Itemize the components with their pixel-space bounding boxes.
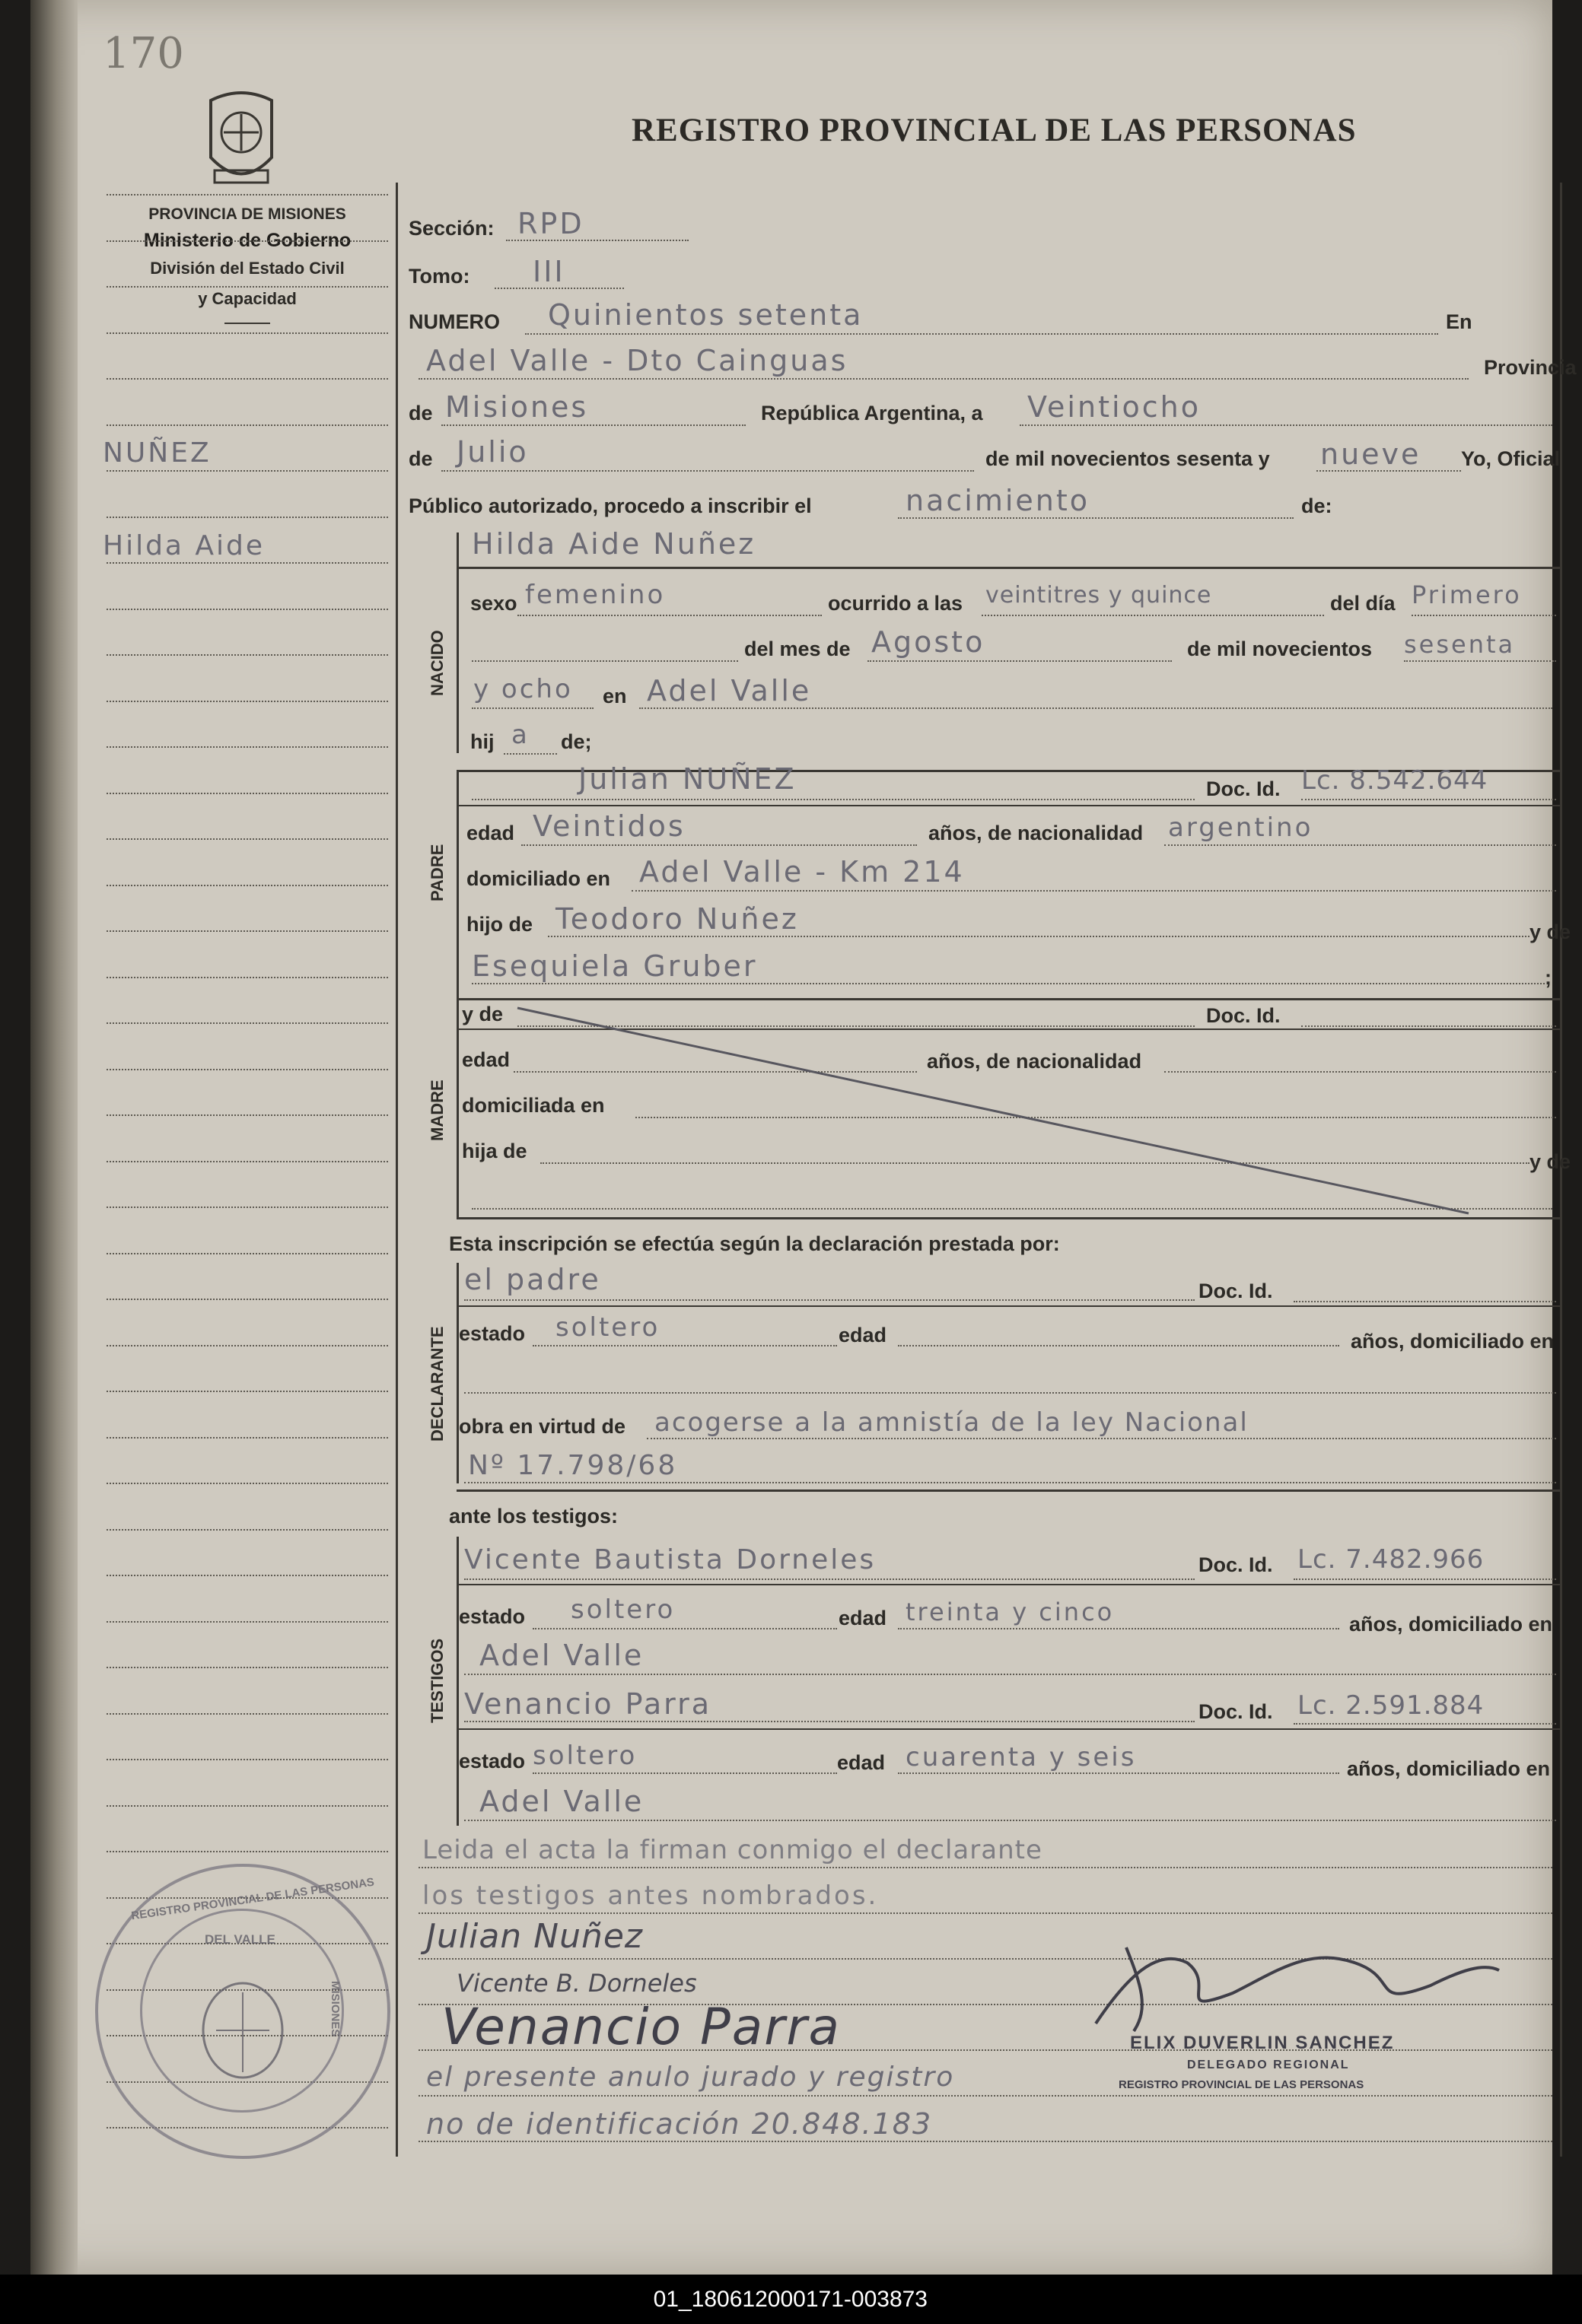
madre-divider <box>457 998 459 1219</box>
madre-edad-label: edad <box>462 1048 511 1071</box>
numero-label: NUMERO <box>409 310 500 333</box>
margin-rule <box>107 562 388 564</box>
day-value: Veintiocho <box>1027 390 1201 424</box>
anio1-value: sesenta <box>1404 630 1516 659</box>
padre-name: Julian NUÑEZ <box>578 762 797 796</box>
t2-edad-label: edad <box>837 1751 886 1774</box>
padre-edad: Veintidos <box>533 809 686 843</box>
declarante-obra1: acogerse a la amnistía de la ley Nacional <box>654 1407 1249 1438</box>
hij-label: hij <box>470 730 495 753</box>
mes-prefix-line <box>472 660 738 662</box>
officer-signature-scribble <box>1081 1917 1507 2046</box>
margin-rule <box>107 194 388 196</box>
officer-name: ELIX DUVERLIN SANCHEZ <box>1130 2033 1395 2053</box>
stamp-emblem <box>186 1973 300 2087</box>
seccion-label: Sección: <box>409 217 495 240</box>
margin-rule <box>107 1114 388 1116</box>
de-label-2: de <box>409 447 433 470</box>
nacido-name: Hilda Aide Nuñez <box>472 527 756 561</box>
padre-name-rule <box>457 805 1560 806</box>
provincia-label: Provincia <box>1484 356 1577 379</box>
declarante-name-line <box>464 1299 1195 1301</box>
nacido-name-line <box>457 567 1560 569</box>
lugar-value: Adel Valle <box>647 674 812 707</box>
province-value: Misiones <box>445 390 589 424</box>
hij-de-label: de; <box>561 730 592 753</box>
t1-name-line <box>464 1578 1195 1580</box>
declarante-obra2-line <box>464 1482 1556 1483</box>
mil-novecientos-label: de mil novecientos <box>1187 637 1373 660</box>
declarante-estado-label: estado <box>459 1322 526 1345</box>
t2-name-line <box>464 1721 1195 1722</box>
scan-footer <box>0 2275 1582 2324</box>
margin-rule <box>107 424 388 426</box>
padre-doc-label: Doc. Id. <box>1206 777 1281 800</box>
declarante-divider <box>457 1263 459 1483</box>
margin-surname: NUÑEZ <box>103 437 212 469</box>
margin-rule <box>107 1483 388 1484</box>
frame-left-border <box>396 183 398 2157</box>
padre-divider <box>457 770 459 998</box>
margin-rule <box>107 1391 388 1392</box>
t2-dom: Adel Valle <box>479 1785 645 1818</box>
padre-name-line <box>472 799 1195 800</box>
tomo-label: Tomo: <box>409 265 470 288</box>
madre-hija-label: hija de <box>462 1140 527 1162</box>
declarante-anios-dom: años, domiciliado en <box>1351 1330 1555 1353</box>
declarante-obra-line <box>647 1438 1556 1439</box>
margin-rule <box>107 1529 388 1531</box>
padre-semicolon: ; <box>1545 966 1552 989</box>
margin-rule <box>107 378 388 380</box>
padre-nac-line <box>1164 844 1556 846</box>
signature-vicente: Vicente B. Dorneles <box>457 1969 697 1998</box>
declarante-doc-label: Doc. Id. <box>1198 1280 1273 1302</box>
madre-y-de2-label: y de <box>1529 1150 1571 1173</box>
act-type-line <box>898 517 1294 519</box>
margin-rule <box>107 517 388 518</box>
note-rule-1 <box>419 2095 1552 2097</box>
margin-rule <box>107 746 388 748</box>
province-line <box>441 424 746 426</box>
mes-value: Agosto <box>871 625 985 659</box>
declarante-estado: soltero <box>555 1312 660 1343</box>
signature-venancio: Venancio Parra <box>441 1998 841 2056</box>
sexo-line <box>517 615 822 616</box>
anio2-line <box>472 707 594 709</box>
declarante-edad-line <box>898 1345 1339 1346</box>
t2-edad: cuarenta y seis <box>906 1742 1137 1772</box>
note-rule-2 <box>419 2141 1552 2142</box>
margin-rule <box>107 609 388 610</box>
declarante-edad-label: edad <box>839 1324 887 1346</box>
month-value: Julio <box>457 435 529 469</box>
padre-hijo-label: hijo de <box>466 913 533 936</box>
anio2-value: y ocho <box>473 674 573 704</box>
padre-madre-de: Esequiela Gruber <box>472 949 758 983</box>
padre-domicilio: Adel Valle - Km 214 <box>639 855 965 889</box>
org-underline <box>224 323 270 324</box>
margin-rule <box>107 1759 388 1760</box>
t2-name: Venancio Parra <box>464 1687 712 1721</box>
book-binding <box>30 0 78 2275</box>
margin-rule <box>107 1161 388 1162</box>
act-type-value: nacimiento <box>906 484 1090 517</box>
republica-label: República Argentina, a <box>761 402 983 424</box>
t1-anios-dom: años, domiciliado en <box>1349 1613 1553 1636</box>
de-label: de <box>409 402 433 424</box>
padre-bottom-line <box>457 998 1560 1000</box>
padre-nacionalidad: argentino <box>1168 812 1313 843</box>
closing-line1: Leida el acta la firman conmigo el declarante <box>422 1835 1042 1865</box>
padre-nac-label: años, de nacionalidad <box>928 822 1144 844</box>
officer-title1: DELEGADO REGIONAL <box>1187 2059 1350 2071</box>
t1-doc-label: Doc. Id. <box>1198 1553 1273 1576</box>
t1-dom: Adel Valle <box>479 1639 645 1672</box>
padre-hijo-line <box>548 936 1529 937</box>
numero-value: Quinientos setenta <box>548 298 864 332</box>
de-colon-label: de: <box>1301 494 1332 517</box>
org-line1: PROVINCIA DE MISIONES <box>148 205 346 223</box>
hij-suffix: a <box>511 720 530 750</box>
stamp-text-mid: DEL VALLE <box>205 1932 275 1947</box>
publico-label: Público autorizado, procedo a inscribir el <box>409 494 812 517</box>
margin-rule <box>107 1621 388 1623</box>
margin-rule <box>107 1851 388 1852</box>
margin-rule <box>107 332 388 334</box>
declarante-intro: Esta inscripción se efectúa según la declaración prestada por: <box>449 1232 1060 1255</box>
declarante-bottom-line <box>457 1489 1560 1492</box>
t2-estado-line <box>533 1772 837 1774</box>
lugar-line <box>639 707 1552 709</box>
margin-rule <box>107 654 388 656</box>
nacido-section-label: NACIDO <box>428 630 447 696</box>
mes-line <box>867 660 1172 662</box>
dia-line <box>1412 615 1556 616</box>
closing-line1-rule <box>419 1867 1552 1868</box>
margin-rule <box>107 885 388 886</box>
declarante-estado-line <box>533 1345 837 1346</box>
t1-edad: treinta y cinco <box>906 1598 1115 1626</box>
sexo-label: sexo <box>470 592 517 615</box>
org-line3: División del Estado Civil <box>150 259 345 278</box>
closing-note2: no de identificación 20.848.183 <box>426 2107 933 2141</box>
margin-rule <box>107 286 388 288</box>
madre-y-de-label: y de <box>462 1003 504 1025</box>
margin-rule <box>107 838 388 840</box>
t1-doc-line <box>1294 1578 1556 1580</box>
numero-line <box>525 333 1438 335</box>
madre-section-label: MADRE <box>428 1079 447 1141</box>
madre-bottom-line <box>457 1217 1560 1219</box>
t1-estado-line <box>533 1628 837 1629</box>
hora-line <box>982 615 1324 616</box>
declarante-name-rule <box>457 1305 1560 1307</box>
margin-rule <box>107 1207 388 1208</box>
ocurrido-label: ocurrido a las <box>828 592 963 615</box>
madre-cancel-strike <box>502 1004 1484 1217</box>
margin-rule <box>107 1667 388 1668</box>
margin-rule <box>107 977 388 978</box>
margin-rule <box>107 1713 388 1715</box>
stamp-text-top: REGISTRO PROVINCIAL DE LAS PERSONAS <box>130 1875 375 1923</box>
margin-rule <box>107 793 388 794</box>
margin-rule <box>107 1022 388 1024</box>
page-number: 170 <box>103 29 184 78</box>
sexo-value: femenino <box>525 580 666 610</box>
register-page <box>30 0 1577 2275</box>
document-title: REGISTRO PROVINCIAL DE LAS PERSONAS <box>632 113 1357 148</box>
officer-title2: REGISTRO PROVINCIAL DE LAS PERSONAS <box>1119 2078 1364 2091</box>
margin-rule <box>107 930 388 932</box>
t1-edad-line <box>898 1628 1339 1629</box>
hora-value: veintitres y quince <box>985 582 1212 609</box>
padre-dom-label: domiciliado en <box>466 867 611 890</box>
t2-edad-line <box>898 1772 1339 1774</box>
padre-y-de-label: y de <box>1529 920 1571 943</box>
padre-section-label: PADRE <box>428 844 447 901</box>
nacido-en-label: en <box>603 685 627 707</box>
margin-rule <box>107 1253 388 1254</box>
declarante-doc-line <box>1294 1301 1556 1302</box>
mil-label: de mil novecientos sesenta y <box>985 447 1270 470</box>
padre-hijo-de: Teodoro Nuñez <box>555 902 799 936</box>
hij-line <box>504 753 557 755</box>
margin-rule <box>107 1437 388 1439</box>
margin-rule <box>107 470 388 472</box>
padre-dom-line <box>632 890 1556 892</box>
org-line2: Ministerio de Gobierno <box>143 230 352 251</box>
margin-rule <box>107 1805 388 1807</box>
t1-estado: soltero <box>571 1594 676 1625</box>
declarante-obra-label: obra en virtud de <box>459 1415 626 1438</box>
coat-of-arms-emblem <box>199 85 283 192</box>
t2-anios-dom: años, domiciliado en <box>1347 1757 1551 1780</box>
stamp-text-side: MISIONES <box>329 1981 342 2037</box>
margin-rule <box>107 1069 388 1070</box>
org-line4: y Capacidad <box>198 289 297 308</box>
margin-rule <box>107 1345 388 1346</box>
declarante-name: el padre <box>464 1263 601 1296</box>
padre-madre-de-line <box>472 983 1545 984</box>
month-line <box>441 470 974 472</box>
signature-julian: Julian Nuñez <box>426 1917 644 1956</box>
testigos-section-label: TESTIGOS <box>428 1638 447 1723</box>
padre-edad-line <box>521 844 917 846</box>
margin-rule <box>107 1575 388 1576</box>
del-dia-label: del día <box>1330 592 1396 615</box>
margin-rule <box>107 240 388 242</box>
madre-doc-label: Doc. Id. <box>1206 1004 1281 1027</box>
madre-nac-label: años, de nacionalidad <box>927 1050 1142 1073</box>
t2-estado: soltero <box>533 1741 638 1771</box>
dia-value: Primero <box>1412 580 1522 609</box>
closing-note1: el presente anulo jurado y registro <box>426 2062 955 2093</box>
file-id: 01_180612000171-003873 <box>653 2287 928 2312</box>
t2-dom-line <box>464 1820 1556 1821</box>
declarante-dom-line <box>464 1392 1556 1394</box>
anio1-line <box>1404 660 1556 662</box>
official-stamp <box>95 1864 390 2159</box>
t2-doc: Lc. 2.591.884 <box>1297 1690 1485 1721</box>
t2-estado-label: estado <box>459 1750 526 1772</box>
padre-doc-line <box>1301 799 1556 800</box>
closing-line2: los testigos antes nombrados. <box>422 1881 879 1911</box>
madre-dom-label: domiciliada en <box>462 1094 605 1117</box>
day-line <box>1020 424 1552 426</box>
declarante-obra2: Nº 17.798/68 <box>468 1450 678 1481</box>
t1-estado-label: estado <box>459 1605 526 1628</box>
t2-name-rule <box>457 1728 1560 1730</box>
padre-doc: Lc. 8.542.644 <box>1301 765 1488 796</box>
t1-edad-label: edad <box>839 1607 887 1629</box>
oficial-label: Yo, Oficial <box>1461 447 1561 470</box>
year-value: nueve <box>1320 437 1421 471</box>
t1-name-rule <box>457 1584 1560 1585</box>
t1-dom-line <box>464 1674 1556 1675</box>
t2-doc-label: Doc. Id. <box>1198 1700 1273 1723</box>
place-line <box>419 378 1469 380</box>
en-label: En <box>1446 310 1472 333</box>
margin-rule <box>107 701 388 702</box>
nacido-divider <box>457 533 459 753</box>
closing-line2-rule <box>419 1912 1552 1914</box>
t1-name: Vicente Bautista Dorneles <box>464 1544 877 1575</box>
margin-rule <box>107 1299 388 1300</box>
testigos-divider <box>457 1537 459 1826</box>
place-value: Adel Valle - Dto Cainguas <box>426 344 848 377</box>
t2-doc-line <box>1294 1723 1556 1725</box>
margin-given-names: Hilda Aide <box>103 530 266 561</box>
tomo-value: III <box>533 255 565 288</box>
padre-edad-label: edad <box>466 822 515 844</box>
declarante-section-label: DECLARANTE <box>428 1326 447 1442</box>
testigos-intro: ante los testigos: <box>449 1505 619 1528</box>
seccion-value: RPD <box>517 207 584 240</box>
del-mes-label: del mes de <box>744 637 851 660</box>
t1-doc: Lc. 7.482.966 <box>1297 1544 1485 1575</box>
